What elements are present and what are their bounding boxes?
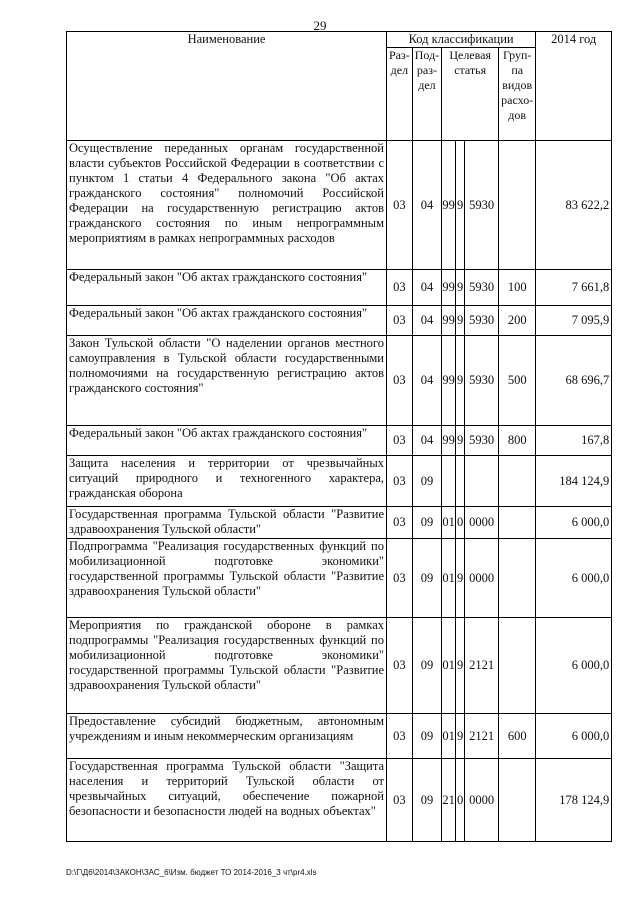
cell-c1: 99 [442,270,456,306]
cell-vr: 100 [499,270,536,306]
cell-vr: 800 [499,426,536,456]
cell-prz: 09 [412,714,441,759]
cell-c1: 99 [442,141,456,270]
cell-name: Государственная программа Тульской области "Развитие здравоохранения Тульской области" [67,507,387,539]
header-group: Груп-па видов расхо-дов [499,48,536,141]
cell-c1: 99 [442,336,456,426]
table-row [67,759,612,842]
cell-rz: 03 [387,507,413,539]
cell-amount: 6 000,0 [536,618,612,714]
cell-c2: 9 [456,141,465,270]
cell-c2: 0 [456,759,465,842]
cell-c1: 21 [442,759,456,842]
cell-prz: 04 [412,306,441,336]
cell-prz: 04 [412,141,441,270]
header-name: Наименование [67,32,387,141]
cell-vr [499,539,536,618]
table-row [67,456,612,507]
table-row [67,539,612,618]
header-podrazdel: Под-раз-дел [412,48,441,141]
cell-c2: 9 [456,306,465,336]
cell-vr [499,759,536,842]
cell-rz: 03 [387,141,413,270]
cell-prz: 09 [412,618,441,714]
cell-c2: 9 [456,336,465,426]
cell-vr: 600 [499,714,536,759]
cell-rz: 03 [387,759,413,842]
cell-c1: 99 [442,426,456,456]
cell-name: Мероприятия по гражданской обороне в рамках подпрограммы "Реализация государственных функций по мобилизационной подготовке экономики" государственной программы Тульской области "Развитие здравоохранения Тульской области" [67,618,387,714]
table-row [67,618,612,714]
cell-prz: 09 [412,456,441,507]
header-razdel: Раз-дел [387,48,413,141]
cell-c3 [465,456,499,507]
cell-amount: 68 696,7 [536,336,612,426]
cell-c2 [456,456,465,507]
cell-c1 [442,456,456,507]
cell-prz: 04 [412,270,441,306]
cell-c3: 2121 [465,714,499,759]
budget-table [66,31,612,842]
cell-rz: 03 [387,714,413,759]
cell-c1: 01 [442,507,456,539]
table-row [67,714,612,759]
cell-c2: 9 [456,426,465,456]
cell-prz: 09 [412,759,441,842]
cell-prz: 04 [412,336,441,426]
cell-vr [499,507,536,539]
table-row [67,336,612,426]
cell-c2: 9 [456,270,465,306]
cell-amount: 167,8 [536,426,612,456]
cell-c3: 5930 [465,141,499,270]
cell-rz: 03 [387,270,413,306]
cell-vr [499,618,536,714]
cell-vr: 500 [499,336,536,426]
cell-vr: 200 [499,306,536,336]
cell-c1: 01 [442,539,456,618]
cell-vr [499,456,536,507]
cell-amount: 178 124,9 [536,759,612,842]
cell-name: Осуществление переданных органам государственной власти субъектов Российской Федерации в соответствии с пунктом 1 статьи 4 Федерального закона "Об актах гражданского состояния" полномочий Российской Федерации на государственную регистрацию актов гражданского состояния по иным непрограммным мероприятиям в рамках непрограммных расходов [67,141,387,270]
cell-c3: 2121 [465,618,499,714]
cell-amount: 7 095,9 [536,306,612,336]
cell-rz: 03 [387,456,413,507]
cell-name: Защита населения и территории от чрезвычайных ситуаций природного и техногенного характера, гражданская оборона [67,456,387,507]
cell-name: Государственная программа Тульской области "Защита населения и территорий Тульской области от чрезвычайных ситуаций, обеспечение пожарной безопасности и безопасности людей на водных объектах" [67,759,387,842]
cell-c2: 9 [456,714,465,759]
cell-c1: 01 [442,618,456,714]
cell-c3: 0000 [465,759,499,842]
page-number: 29 [313,18,327,33]
cell-name: Федеральный закон "Об актах гражданского состояния" [67,426,387,456]
cell-rz: 03 [387,336,413,426]
table-row [67,270,612,306]
cell-name: Закон Тульской области "О наделении органов местного самоуправления в Тульской области государственными полномочиями на государственную регистрацию актов гражданского состояния" [67,336,387,426]
cell-c1: 01 [442,714,456,759]
cell-c1: 99 [442,306,456,336]
cell-c2: 9 [456,618,465,714]
cell-c2: 9 [456,539,465,618]
header-target: Целевая статья [442,48,499,141]
cell-vr [499,141,536,270]
cell-rz: 03 [387,426,413,456]
cell-name: Предоставление субсидий бюджетным, автономным учреждениям и иным некоммерческим организациям [67,714,387,759]
cell-amount: 7 661,8 [536,270,612,306]
cell-c2: 0 [456,507,465,539]
cell-amount: 184 124,9 [536,456,612,507]
cell-name: Федеральный закон "Об актах гражданского состояния" [67,270,387,306]
cell-rz: 03 [387,539,413,618]
cell-c3: 5930 [465,306,499,336]
cell-c3: 5930 [465,336,499,426]
table-row [67,306,612,336]
cell-amount: 83 622,2 [536,141,612,270]
cell-prz: 09 [412,539,441,618]
file-path-footer: D:\Г\Д6\2014\ЗАКОН\ЗАС_6\Изм. бюджет ТО 2014-2016_3 чт\pr4.xls [66,868,317,877]
cell-rz: 03 [387,306,413,336]
cell-c3: 0000 [465,539,499,618]
header-year: 2014 год [536,32,612,141]
cell-name: Подпрограмма "Реализация государственных функций по мобилизационной подготовке экономики" государственной программы Тульской области "Развитие здравоохранения Тульской области" [67,539,387,618]
table-row [67,507,612,539]
cell-amount: 6 000,0 [536,507,612,539]
table-row [67,426,612,456]
cell-prz: 09 [412,507,441,539]
cell-c3: 5930 [465,270,499,306]
cell-c3: 0000 [465,507,499,539]
cell-amount: 6 000,0 [536,714,612,759]
cell-amount: 6 000,0 [536,539,612,618]
cell-rz: 03 [387,618,413,714]
cell-prz: 04 [412,426,441,456]
cell-name: Федеральный закон "Об актах гражданского состояния" [67,306,387,336]
cell-c3: 5930 [465,426,499,456]
table-row [67,141,612,270]
header-classification: Код классификации [387,32,536,48]
